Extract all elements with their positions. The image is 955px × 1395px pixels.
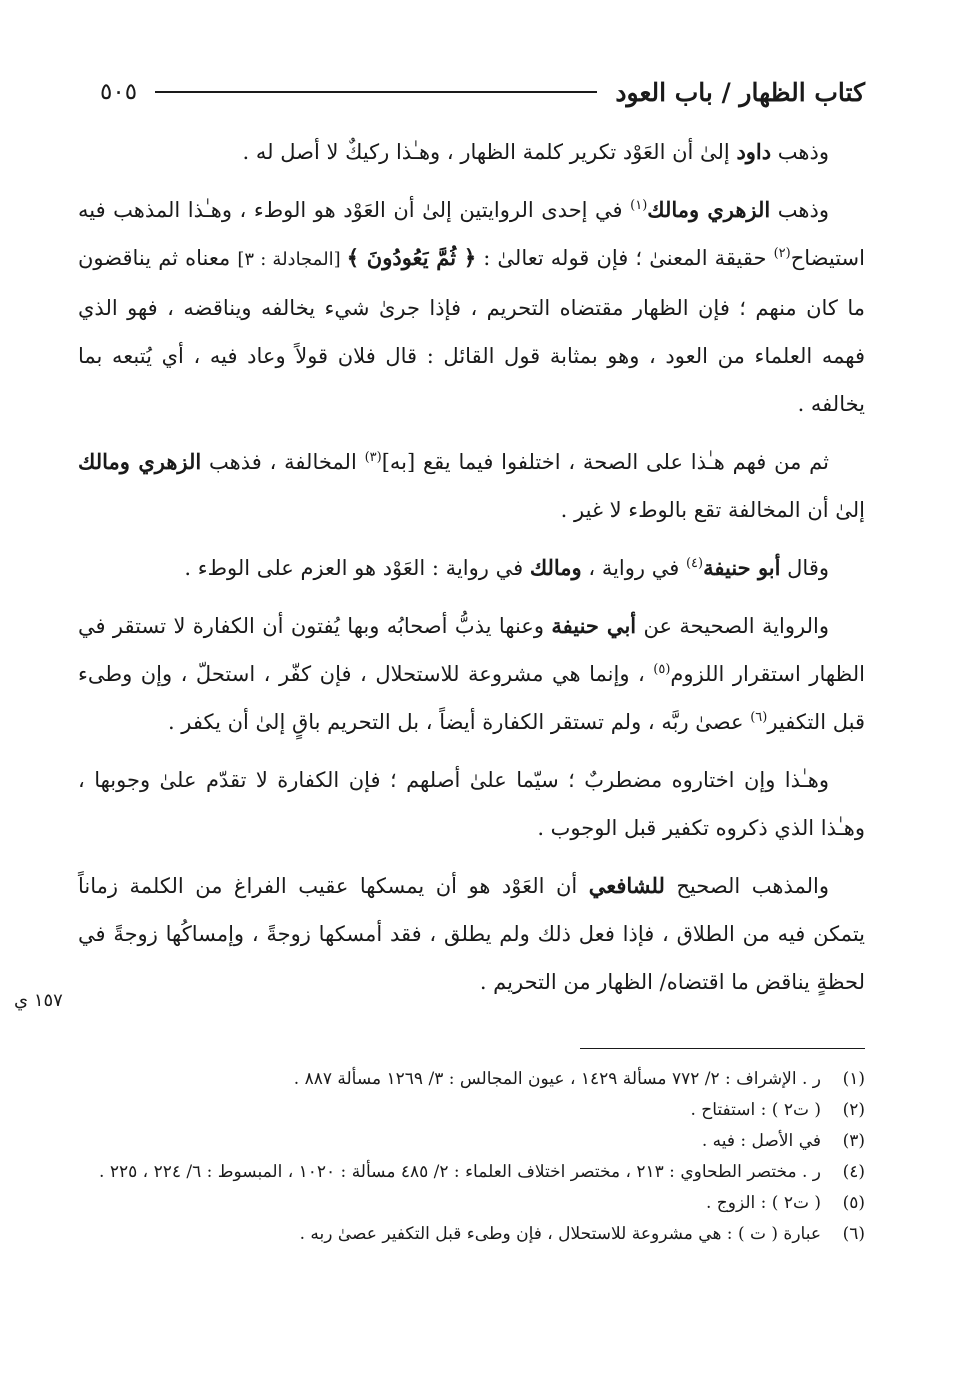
footnote — [90, 1095, 865, 1126]
footnote-ref: (٦) — [750, 710, 768, 725]
text-segment: وذهب — [770, 198, 829, 222]
paragraph — [78, 186, 865, 428]
main-text — [78, 128, 865, 1016]
text-segment: ومالك — [529, 555, 582, 580]
footnote-text: ر . مختصر الطحاوي : ٢١٣ ، مختصر اختلاف العلماء : ٢/ ٤٨٥ مسألة : ١٠٢٠ ، المبسوط : ٦/ ٢٢٤ ، ٢٢٥ . — [99, 1162, 821, 1182]
text-segment: أن العَوْد هو أن يمسكها عقيب الفراغ من الكلمة زماناً يتمكن فيه من الطلاق ، فإذا فعل ذلك ولم يطلق ، فقد أمسكها زوجةً ، وإمساكُها زوجةً في لحظةٍ يناقض ما اقتضاه/ الظهار من التحريم . — [78, 874, 865, 994]
text-segment: الزهري ومالك — [78, 449, 202, 474]
text-segment: معناه ثم يناقضون ما كان منهم ؛ فإن الظهار مقتضاه التحريم ، فإذا جرىٰ شيء يخالفه ويناقضه ، فهو الذي فهمه العلماء من العود ، وهو بمثابة قول القائل : قال فلان قولاً وعاد فيه ، أي يُتبعه بما يخالفه . — [78, 246, 865, 416]
text-segment: والرواية الصحيحة عن — [636, 614, 829, 638]
chapter-title: كتاب الظهار / باب العود — [615, 77, 865, 107]
paragraph — [78, 862, 865, 1006]
footnote-ref: (٣) — [364, 450, 382, 465]
paragraph — [78, 438, 865, 534]
footnote-ref: (٥) — [653, 662, 671, 677]
text-segment: وعنها يذبُّ أصحابُه وبها يُفتون أن الكفارة لا تستقر في الظهار استقرار اللزوم — [78, 614, 865, 686]
footnote — [90, 1219, 865, 1250]
text-segment: في إحدى الروايتين إلىٰ أن العَوْد هو الوطء ، وهـٰذا المذهب فيه استيضاح — [78, 198, 865, 270]
footnotes — [90, 1064, 865, 1250]
text-segment: المخالفة ، فذهب — [201, 450, 365, 474]
footnote-text: عبارة ( ت ) : هي مشروعة للاستحلال ، فإن وطىء قبل التكفير عصىٰ ربه . — [299, 1224, 821, 1244]
footnote-text: في الأصل : فيه . — [701, 1131, 821, 1151]
running-head — [100, 72, 865, 112]
paragraph — [78, 128, 865, 176]
footnote — [90, 1188, 865, 1219]
footnote — [90, 1157, 865, 1188]
margin-note: ١٥٧ ي — [14, 990, 63, 1011]
text-segment: وهـٰذا وإن اختاروه مضطربٌ ؛ سيّما علىٰ أصلهم ؛ فإن الكفارة لا تقدّم علىٰ وجوبها ، وهـٰذا الذي ذكروه تكفير قبل الوجوب . — [78, 768, 865, 840]
text-segment: ثم من فهم هـٰذا على الصحة ، اختلفوا فيما يقع [به] — [381, 450, 829, 474]
text-segment: حقيقة المعنىٰ ؛ فإن قوله تعالىٰ : — [476, 246, 774, 270]
footnote — [90, 1064, 865, 1095]
text-segment: في رواية ، — [581, 556, 686, 580]
paragraph — [78, 756, 865, 852]
footnote-number: (١) — [842, 1069, 865, 1089]
text-segment: إلىٰ أن العَوْد تكرير كلمة الظهار ، وهـٰذا ركيكٌ لا أصل له . — [242, 140, 737, 164]
text-segment: داود — [736, 139, 772, 164]
text-segment: ﴿ ثُمَّ يَعُودُونَ ﴾ — [346, 245, 477, 270]
footnote-ref: (٢) — [773, 246, 791, 261]
footnote-number: (٣) — [842, 1131, 865, 1151]
footnote-number: (٤) — [842, 1162, 865, 1182]
text-segment: أبو حنيفة — [703, 555, 781, 580]
verse-reference: [المجادلة : ٣] — [237, 249, 347, 270]
paragraph — [78, 602, 865, 746]
footnote-number: (٢) — [842, 1100, 865, 1120]
footnote-ref: (٤) — [685, 556, 704, 571]
page-number: ٥٠٥ — [100, 79, 138, 105]
text-segment: في رواية : العَوْد هو العزم على الوطء . — [184, 556, 530, 580]
text-segment: للشافعي — [588, 873, 665, 898]
footnote — [90, 1126, 865, 1157]
footnote-ref: (١) — [630, 198, 648, 213]
text-segment: وذهب — [771, 140, 829, 164]
footnote-rule — [580, 1048, 865, 1049]
footnote-text: ( ت٢ ) : الزوج . — [705, 1193, 821, 1213]
text-segment: وقال — [780, 556, 829, 580]
paragraph — [78, 544, 865, 592]
text-segment: ، وإنما هي مشروعة للاستحلال ، فإن كفّر ، استحلّ ، وإن وطىء قبل التكفير — [78, 662, 865, 734]
text-segment: الزهري ومالك — [647, 197, 771, 222]
footnote-number: (٥) — [842, 1193, 865, 1213]
text-segment: والمذهب الصحيح — [664, 874, 829, 898]
footnote-text: ( ت٢ ) : استفتاح . — [690, 1100, 821, 1120]
footnote-text: ر . الإشراف : ٢/ ٧٧٢ مسألة ١٤٢٩ ، عيون المجالس : ٣/ ١٢٦٩ مسألة ٨٨٧ . — [293, 1069, 821, 1089]
header-rule — [155, 91, 597, 93]
text-segment: عصىٰ ربَّه ، ولم تستقر الكفارة أيضاً ، بل التحريم باقٍ إلىٰ أن يكفر . — [167, 710, 751, 734]
text-segment: إلىٰ أن المخالفة تقع بالوطء لا غير . — [560, 498, 865, 522]
text-segment: أبي حنيفة — [551, 613, 637, 638]
footnote-number: (٦) — [842, 1224, 865, 1244]
